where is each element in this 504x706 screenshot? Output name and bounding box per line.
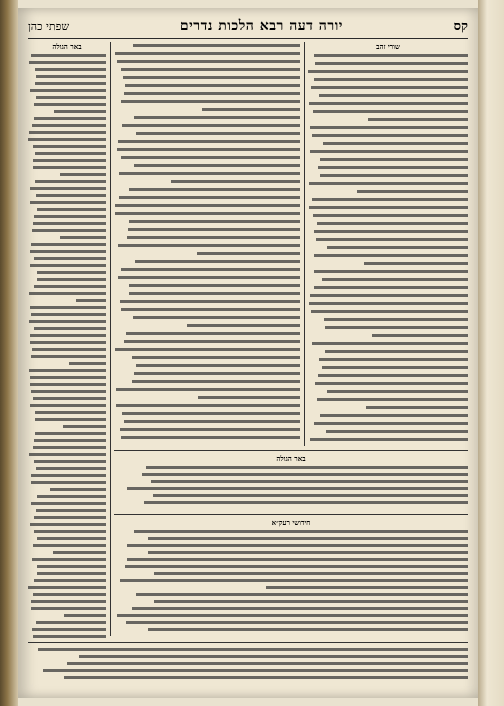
- text-line: [28, 388, 106, 395]
- text-line: [28, 178, 106, 185]
- text-line: [114, 250, 300, 258]
- text-line: [28, 339, 106, 346]
- text-line: [114, 98, 300, 106]
- text-line: [308, 100, 468, 108]
- text-line: [28, 304, 106, 311]
- text-line: [114, 266, 300, 274]
- text-line: [114, 471, 468, 478]
- text-line: [28, 199, 106, 206]
- text-line: [114, 570, 468, 577]
- text-line: [28, 521, 106, 528]
- section-divider: [114, 514, 468, 515]
- text-line: [114, 626, 468, 633]
- text-line: [28, 584, 106, 591]
- text-line: [28, 311, 106, 318]
- page: [18, 8, 478, 698]
- text-line: [308, 140, 468, 148]
- text-line: [28, 66, 106, 73]
- text-line: [28, 143, 106, 150]
- text-line: [28, 528, 106, 535]
- text-line: [28, 542, 106, 549]
- text-line: [308, 324, 468, 332]
- text-line: [308, 436, 468, 444]
- text-line: [308, 60, 468, 68]
- text-line: [28, 563, 106, 570]
- text-line: [28, 255, 106, 262]
- text-line: [28, 227, 106, 234]
- text-line: [308, 132, 468, 140]
- text-line: [114, 478, 468, 485]
- margin-column: [28, 52, 106, 646]
- text-line: [28, 472, 106, 479]
- text-line: [28, 465, 106, 472]
- text-line: [28, 206, 106, 213]
- text-line: [114, 542, 468, 549]
- text-line: [308, 420, 468, 428]
- text-line: [308, 172, 468, 180]
- text-line: [28, 500, 106, 507]
- book-gutter: [0, 0, 18, 706]
- text-line: [28, 164, 106, 171]
- text-line: [114, 434, 300, 442]
- text-line: [308, 380, 468, 388]
- text-line: [114, 535, 468, 542]
- text-line: [114, 492, 468, 499]
- text-line: [28, 535, 106, 542]
- text-line: [308, 108, 468, 116]
- text-line: [114, 612, 468, 619]
- text-line: [114, 74, 300, 82]
- text-line: [114, 82, 300, 90]
- text-line: [114, 290, 300, 298]
- text-line: [114, 306, 300, 314]
- text-line: [28, 122, 106, 129]
- text-line: [308, 284, 468, 292]
- text-line: [28, 458, 106, 465]
- text-line: [308, 228, 468, 236]
- text-line: [308, 196, 468, 204]
- text-line: [308, 236, 468, 244]
- text-line: [28, 409, 106, 416]
- text-line: [28, 59, 106, 66]
- text-line: [28, 444, 106, 451]
- text-line: [28, 395, 106, 402]
- text-line: [114, 90, 300, 98]
- text-line: [114, 605, 468, 612]
- text-line: [114, 528, 468, 535]
- text-line: [114, 242, 300, 250]
- text-line: [28, 192, 106, 199]
- text-line: [28, 185, 106, 192]
- text-line: [114, 354, 300, 362]
- text-line: [308, 68, 468, 76]
- text-line: [308, 268, 468, 276]
- text-line: [114, 122, 300, 130]
- text-line: [28, 332, 106, 339]
- text-line: [28, 248, 106, 255]
- text-line: [28, 556, 106, 563]
- text-line: [114, 154, 300, 162]
- text-line: [308, 260, 468, 268]
- text-line: [114, 330, 300, 338]
- text-line: [28, 115, 106, 122]
- text-line: [114, 178, 300, 186]
- text-line: [28, 297, 106, 304]
- outer-heading: שורי זהב: [376, 42, 400, 51]
- commentary-title: שפתי כהן: [28, 19, 70, 33]
- text-line: [28, 605, 106, 612]
- text-line: [28, 633, 106, 640]
- text-line: [308, 348, 468, 356]
- text-line: [308, 148, 468, 156]
- text-line: [28, 619, 106, 626]
- mid-section-text: [114, 464, 468, 510]
- text-line: [114, 170, 300, 178]
- column-divider: [110, 42, 111, 636]
- text-line: [308, 276, 468, 284]
- text-line: [28, 374, 106, 381]
- text-line: [308, 188, 468, 196]
- text-line: [28, 150, 106, 157]
- text-line: [308, 204, 468, 212]
- lower-section-heading: חידושי רעק״א: [271, 518, 311, 527]
- text-line: [114, 563, 468, 570]
- text-line: [308, 372, 468, 380]
- text-line: [28, 290, 106, 297]
- facing-page-edge: [478, 0, 504, 706]
- text-line: [114, 464, 468, 471]
- text-line: [114, 499, 468, 506]
- text-line: [28, 612, 106, 619]
- text-line: [308, 92, 468, 100]
- text-line: [28, 52, 106, 59]
- text-line: [28, 108, 106, 115]
- text-line: [308, 52, 468, 60]
- text-line: [308, 388, 468, 396]
- text-line: [28, 94, 106, 101]
- text-line: [28, 507, 106, 514]
- text-line: [28, 213, 106, 220]
- text-line: [28, 269, 106, 276]
- text-line: [308, 76, 468, 84]
- text-line: [308, 124, 468, 132]
- text-line: [114, 146, 300, 154]
- text-line: [114, 549, 468, 556]
- text-line: [114, 202, 300, 210]
- text-line: [114, 106, 300, 114]
- text-line: [28, 101, 106, 108]
- text-line: [28, 346, 106, 353]
- text-line: [28, 353, 106, 360]
- text-line: [114, 282, 300, 290]
- text-line: [28, 241, 106, 248]
- text-line: [28, 591, 106, 598]
- text-line: [114, 162, 300, 170]
- text-line: [28, 136, 106, 143]
- text-line: [114, 402, 300, 410]
- text-line: [308, 404, 468, 412]
- text-line: [28, 283, 106, 290]
- text-line: [28, 129, 106, 136]
- text-line: [28, 171, 106, 178]
- text-line: [114, 298, 300, 306]
- text-line: [114, 591, 468, 598]
- text-line: [308, 164, 468, 172]
- text-line: [308, 156, 468, 164]
- margin-heading: באר הגולה: [52, 42, 82, 51]
- text-line: [114, 418, 300, 426]
- text-line: [114, 226, 300, 234]
- text-line: [308, 316, 468, 324]
- text-line: [28, 514, 106, 521]
- text-line: [28, 381, 106, 388]
- text-line: [114, 386, 300, 394]
- text-line: [28, 493, 106, 500]
- text-line: [308, 292, 468, 300]
- text-line: [114, 584, 468, 591]
- text-line: [114, 485, 468, 492]
- text-line: [28, 598, 106, 605]
- main-text-column: [114, 42, 300, 446]
- text-line: [114, 314, 300, 322]
- text-line: [28, 360, 106, 367]
- text-line: [308, 300, 468, 308]
- text-line: [114, 66, 300, 74]
- text-line: [308, 428, 468, 436]
- text-line: [28, 646, 468, 653]
- text-line: [28, 423, 106, 430]
- text-line: [28, 570, 106, 577]
- column-divider: [304, 42, 305, 446]
- text-line: [308, 396, 468, 404]
- text-line: [114, 114, 300, 122]
- text-line: [28, 667, 468, 674]
- text-line: [308, 212, 468, 220]
- text-line: [114, 370, 300, 378]
- text-line: [114, 322, 300, 330]
- text-line: [114, 598, 468, 605]
- text-line: [28, 262, 106, 269]
- text-line: [114, 274, 300, 282]
- text-line: [114, 362, 300, 370]
- footer-divider: [28, 642, 468, 643]
- text-line: [308, 84, 468, 92]
- text-line: [308, 340, 468, 348]
- footnotes: [28, 646, 468, 686]
- text-line: [308, 244, 468, 252]
- text-line: [28, 318, 106, 325]
- text-line: [28, 653, 468, 660]
- text-line: [114, 426, 300, 434]
- page-number: קס: [453, 19, 468, 34]
- text-line: [308, 220, 468, 228]
- text-line: [28, 486, 106, 493]
- text-line: [28, 276, 106, 283]
- text-line: [114, 410, 300, 418]
- text-line: [114, 58, 300, 66]
- running-header: [28, 14, 468, 39]
- text-line: [28, 87, 106, 94]
- text-line: [114, 378, 300, 386]
- text-line: [28, 325, 106, 332]
- text-line: [28, 437, 106, 444]
- section-divider: [114, 450, 468, 451]
- text-line: [28, 430, 106, 437]
- text-line: [114, 556, 468, 563]
- mid-section-heading: באר הגולה: [276, 454, 306, 463]
- text-line: [308, 252, 468, 260]
- text-line: [28, 73, 106, 80]
- text-line: [308, 308, 468, 316]
- text-line: [114, 577, 468, 584]
- text-line: [28, 157, 106, 164]
- text-line: [28, 402, 106, 409]
- text-line: [308, 412, 468, 420]
- text-line: [114, 42, 300, 50]
- commentary-column: [308, 52, 468, 446]
- lower-section-text: [114, 528, 468, 636]
- text-line: [28, 674, 468, 681]
- page-title: יורה דעה רבא הלכות נדרים: [179, 17, 343, 34]
- text-line: [114, 138, 300, 146]
- text-line: [28, 660, 468, 667]
- text-line: [114, 338, 300, 346]
- text-line: [28, 626, 106, 633]
- text-line: [114, 210, 300, 218]
- text-line: [28, 549, 106, 556]
- text-line: [28, 234, 106, 241]
- text-line: [28, 451, 106, 458]
- text-line: [308, 364, 468, 372]
- text-line: [28, 416, 106, 423]
- text-line: [114, 234, 300, 242]
- text-line: [308, 332, 468, 340]
- text-line: [308, 180, 468, 188]
- text-line: [114, 394, 300, 402]
- text-line: [114, 619, 468, 626]
- text-line: [28, 479, 106, 486]
- text-line: [114, 130, 300, 138]
- text-line: [114, 194, 300, 202]
- text-line: [114, 218, 300, 226]
- text-line: [114, 50, 300, 58]
- text-line: [308, 356, 468, 364]
- text-line: [28, 220, 106, 227]
- text-line: [28, 367, 106, 374]
- text-line: [28, 577, 106, 584]
- text-line: [114, 186, 300, 194]
- text-line: [114, 346, 300, 354]
- text-line: [28, 80, 106, 87]
- text-line: [308, 116, 468, 124]
- text-line: [114, 258, 300, 266]
